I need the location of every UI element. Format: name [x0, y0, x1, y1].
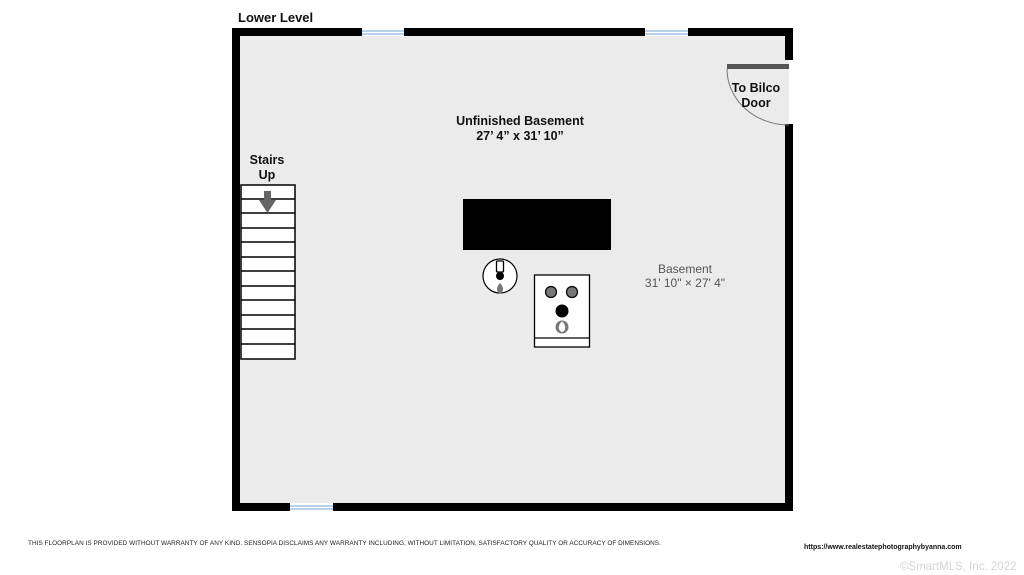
- disclaimer-text: THIS FLOORPLAN IS PROVIDED WITHOUT WARRANTY OF ANY KIND. SENSOPIA DISCLAIMS ANY WARRANTY INCLUDING, WITHOUT LIMITATION, SATISFACTORY QUALITY OR ACCURACY OF DIMENSIONS.: [28, 540, 661, 547]
- window-icon: [362, 28, 404, 36]
- flame-icon: [556, 321, 569, 334]
- website-link[interactable]: https://www.realestatephotographybyanna.com: [804, 544, 962, 551]
- room-name-unfinished-basement: Unfinished Basement: [456, 114, 584, 128]
- room-name-basement: Basement: [657, 262, 713, 276]
- bilco-door-label: To Bilco: [731, 81, 781, 95]
- stairs-label-direction: Up: [258, 168, 276, 182]
- window-icon: [645, 28, 688, 36]
- black-fixture-block: [463, 199, 611, 250]
- level-title: Lower Level: [238, 10, 314, 25]
- furnace-icon: [535, 275, 590, 347]
- stairs-label: Stairs: [249, 153, 285, 167]
- copyright-watermark: ©SmartMLS, Inc. 2022: [900, 561, 1017, 573]
- water-heater-icon: [483, 259, 517, 294]
- window-icon: [290, 503, 333, 511]
- bilco-door-label-line2: Door: [741, 96, 771, 110]
- room-dimensions-basement: 31' 10" × 27' 4": [644, 276, 726, 290]
- room-dimensions-unfinished-basement: 27’ 4” x 31’ 10”: [476, 129, 564, 143]
